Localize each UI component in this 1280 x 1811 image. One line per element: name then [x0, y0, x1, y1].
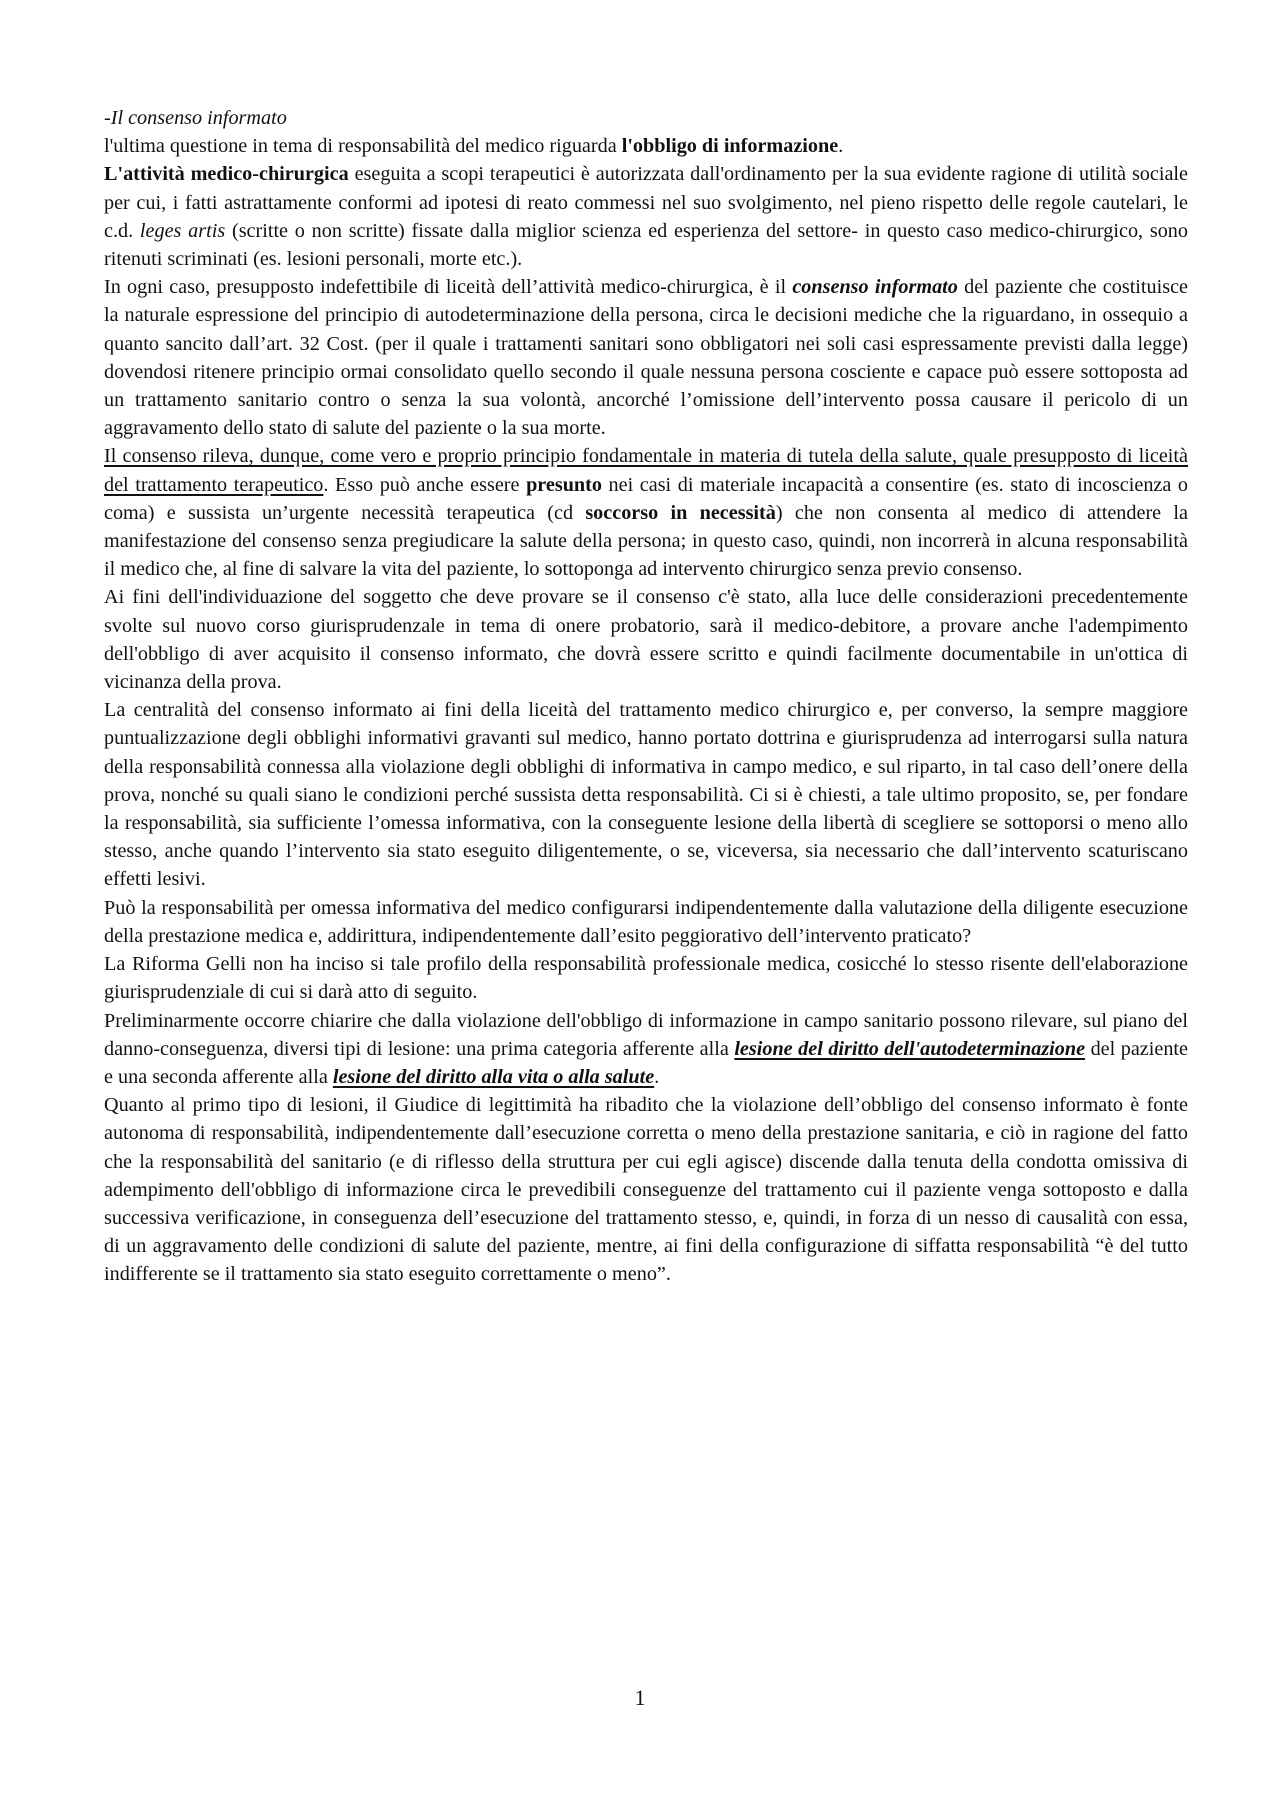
- p9-text-c: .: [654, 1065, 660, 1088]
- p4-text-b: nei casi di materiale incapacità a consentire (es. stato di incoscienza o coma) e sussista un’urgente necessità terapeutica (cd: [104, 473, 1188, 524]
- p2-text-a: eseguita a scopi terapeutici è autorizzata dall'ordinamento per la sua evidente ragione di utilità sociale per cui, i fatti astrattamente conformi ad ipotesi di reato commessi nel suo svolgimento, nel pieno rispetto delle regole cautelari, le c.d.: [104, 163, 1188, 242]
- p1-end: .: [838, 135, 844, 158]
- p4-bold-presunto: presunto: [526, 473, 602, 496]
- section-title: -Il consenso informato: [104, 107, 287, 129]
- p3-text-b: del paziente che costituisce la naturale espressione del principio di autodeterminazione della persona, circa le decisioni mediche che la riguardano, in ossequio a quanto sancito dall’art. 32 Cost. (per il quale i trattamenti sanitari sono obbligatori nei soli casi espressamente previsti dalla legge) dovendosi ritenere principio ormai consolidato quello secondo il quale nessuna persona cosciente e capace può essere sottoposta ad un trattamento sanitario contro o senza la sua volontà, ancorché l’omissione dell’intervento possa causare il pericolo di un aggravamento dello stato di salute del paziente o la sua morte.: [104, 276, 1188, 440]
- p9-emphasis-1: lesione del diritto dell'autodeterminazione: [734, 1037, 1086, 1060]
- p9-emphasis-2: lesione del diritto alla vita o alla salute: [332, 1065, 655, 1088]
- document-page: [104, 104, 1188, 1289]
- p2-italic: leges artis: [139, 219, 226, 242]
- paragraph-9: [104, 1007, 1188, 1092]
- paragraph-6: La centralità del consenso informato ai fini della liceità del trattamento medico chirurgico e, per converso, la sempre maggiore puntualizzazione degli obblighi informativi gravanti sul medico, hanno portato dottrina e giurisprudenza ad interrogarsi sulla natura della responsabilità connessa alla violazione degli obblighi di informativa in campo medico, e sul riparto, in tal caso dell’onere della prova, nonché su quali siano le condizioni perché sussista detta responsabilità. Ci si è chiesti, a tale ultimo proposito, se, per fondare la responsabilità, sia sufficiente l’omessa informativa, con la conseguente lesione della libertà di scegliere se sottoporsi o meno allo stesso, anche quando l’intervento sia stato eseguito diligentemente, o se, viceversa, sia necessario che dall’intervento scaturiscano effetti lesivi.: [104, 699, 1188, 891]
- paragraph-7: Può la responsabilità per omessa informativa del medico configurarsi indipendentemente dalla valutazione della diligente esecuzione della prestazione medica e, addirittura, indipendentemente dall’esito peggiorativo dell’intervento praticato?: [104, 896, 1188, 947]
- p4-underlined: Il consenso rileva, dunque, come vero e proprio principio fondamentale in materia di tutela della salute, quale presupposto di liceità del trattamento terapeutico: [104, 445, 1188, 496]
- p1-bold: l'obbligo di informazione: [621, 135, 839, 158]
- p2-bold: L'attività medico-chirurgica: [104, 163, 349, 186]
- paragraph-5: Ai fini dell'individuazione del soggetto che deve provare se il consenso c'è stato, alla luce delle considerazioni precedentemente svolte sul nuovo corso giurisprudenzale in tema di onere probatorio, sarà il medico-debitore, a provare anche l'adempimento dell'obbligo di aver acquisito il consenso informato, che dovrà essere scritto e quindi facilmente documentabile in un'ottica di vicinanza della prova.: [104, 586, 1188, 694]
- paragraph-10: Quanto al primo tipo di lesioni, il Giudice di legittimità ha ribadito che la violazione dell’obbligo del consenso informato è fonte autonoma di responsabilità, indipendentemente dall’esecuzione corretta o meno della prestazione sanitaria, e ciò in ragione del fatto che la responsabilità del sanitario (e di riflesso della struttura per cui egli agisce) discende dalla tenuta della condotta omissiva di adempimento dell'obbligo di informazione circa le prevedibili conseguenze del trattamento cui il paziente venga sottoposto e dalla successiva verificazione, in conseguenza dell’esecuzione del trattamento stesso, e, quindi, in forza di un nesso di causalità con essa, di un aggravamento delle condizioni di salute del paziente, mentre, ai fini della configurazione di siffatta responsabilità “è del tutto indifferente se il trattamento sia stato eseguito correttamente o meno”.: [104, 1094, 1188, 1286]
- paragraph-8: La Riforma Gelli non ha inciso si tale profilo della responsabilità professionale medica, cosicché lo stesso risente dell'elaborazione giurisprudenziale di cui si darà atto di seguito.: [104, 953, 1188, 1004]
- paragraph-4: [104, 442, 1188, 583]
- p9-text-a: Preliminarmente occorre chiarire che dalla violazione dell'obbligo di informazione in campo sanitario possono rilevare, sul piano del danno-conseguenza, diversi tipi di lesione: una prima categoria afferente alla: [104, 1009, 1188, 1060]
- p4-text-a: . Esso può anche essere: [323, 473, 527, 496]
- page-number: 1: [634, 1685, 646, 1710]
- paragraph-3: [104, 273, 1188, 442]
- p3-bold-italic: consenso informato: [792, 276, 958, 299]
- paragraph-1: [104, 132, 1188, 160]
- p4-bold-soccorso: soccorso in necessità: [585, 501, 776, 524]
- p3-text-a: In ogni caso, presupposto indefettibile di liceità dell’attività medico-chirurgica, è il: [104, 276, 793, 299]
- p2-text-b: (scritte o non scritte) fissate dalla miglior scienza ed esperienza del settore- in questo caso medico-chirurgico, sono ritenuti scriminati (es. lesioni personali, morte etc.).: [104, 219, 1188, 271]
- paragraph-2: [104, 160, 1188, 273]
- p4-text-c: ) che non consenta al medico di attendere la manifestazione del consenso senza pregiudicare la salute della persona; in questo caso, quindi, non incorrerà in alcuna responsabilità il medico che, al fine di salvare la vita del paziente, lo sottoponga ad intervento chirurgico senza previo consenso.: [104, 501, 1188, 581]
- p1-text: l'ultima questione in tema di responsabilità del medico riguarda: [104, 135, 622, 158]
- p9-text-b: del paziente e una seconda afferente alla: [104, 1037, 1188, 1088]
